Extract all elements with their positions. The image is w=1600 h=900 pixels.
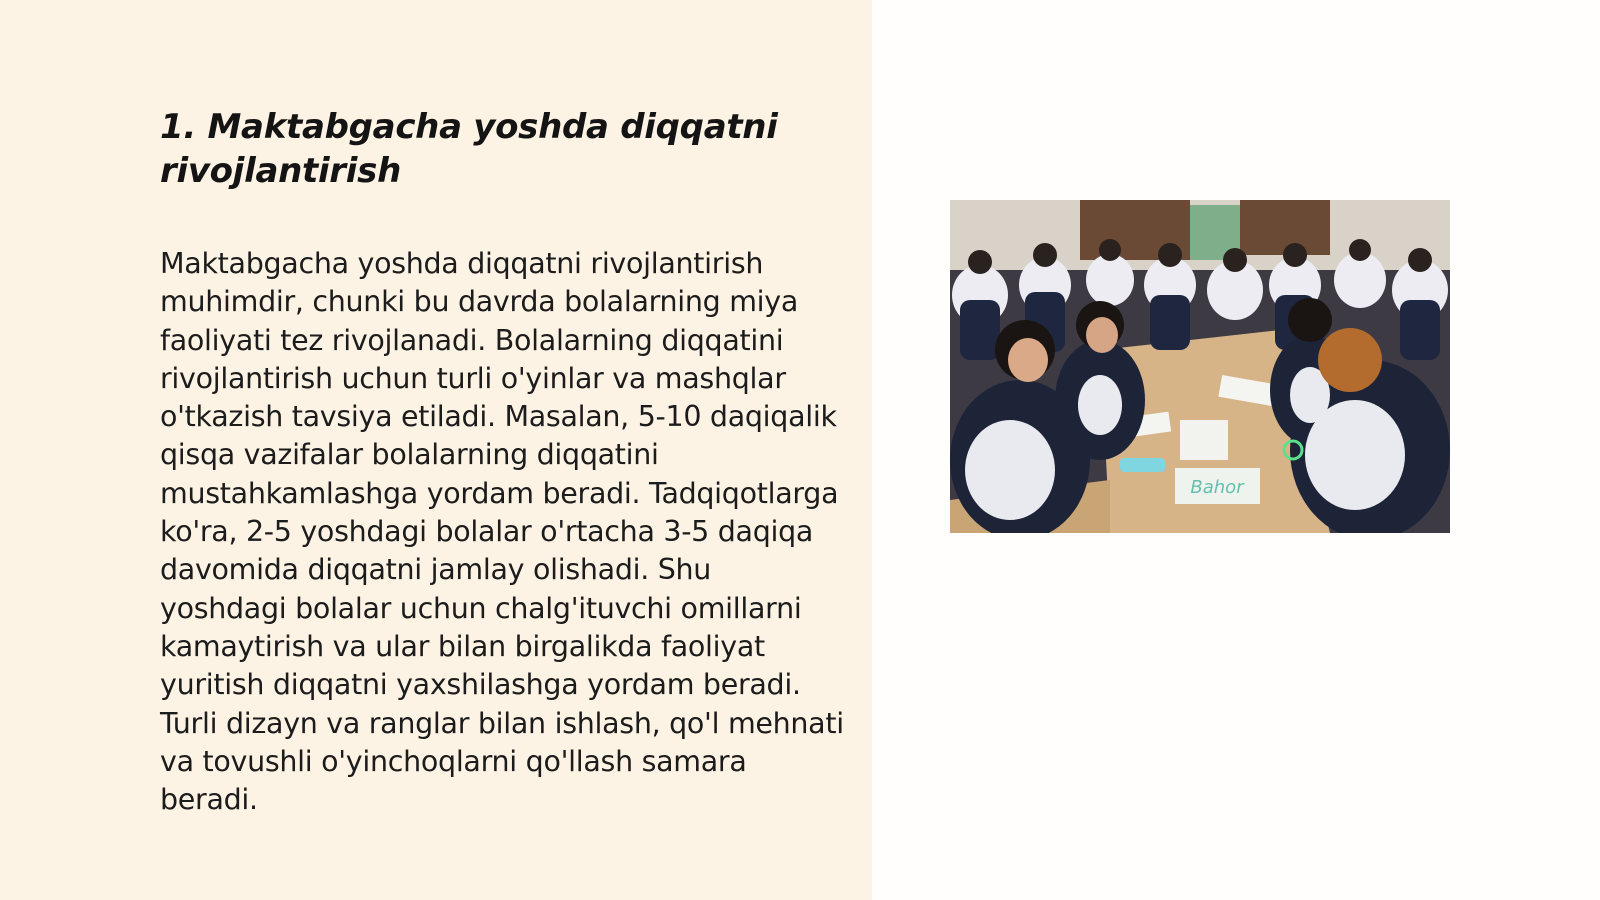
slide-body-text: Maktabgacha yoshda diqqatni rivojlantirish muhimdir, chunki bu davrda bolalarning miya faoliyati tez rivojlanadi. Bolalarning diqqatini rivojlantirish uchun turli o'yinlar va mashqlar o'tkazish tavsiya etiladi. Masalan, 5-10 daqiqalik qisqa vazifalar bolalarning diqqatini mustahkamlashga yordam beradi. Tadqiqotlarga ko'ra, 2-5 yoshdagi bolalar o'rtacha 3-5 daqiqa davomida diqqatni jamlay olishadi. Shu yoshdagi bolalar uchun chalg'ituvchi omillarni kamaytirish va ular bilan birgalikda faoliyat yuritish diqqatni yaxshilashga yordam beradi. Turli dizayn va ranglar bilan ishlash, qo'l mehnati va tovushli o'yinchoqlarni qo'llash samara beradi. — [160, 247, 844, 817]
classroom-photo — [950, 200, 1450, 533]
photo-sign-text: Bahor — [1190, 477, 1244, 498]
slide-title: 1. Maktabgacha yoshda diqqatni rivojlantirish — [160, 107, 778, 191]
